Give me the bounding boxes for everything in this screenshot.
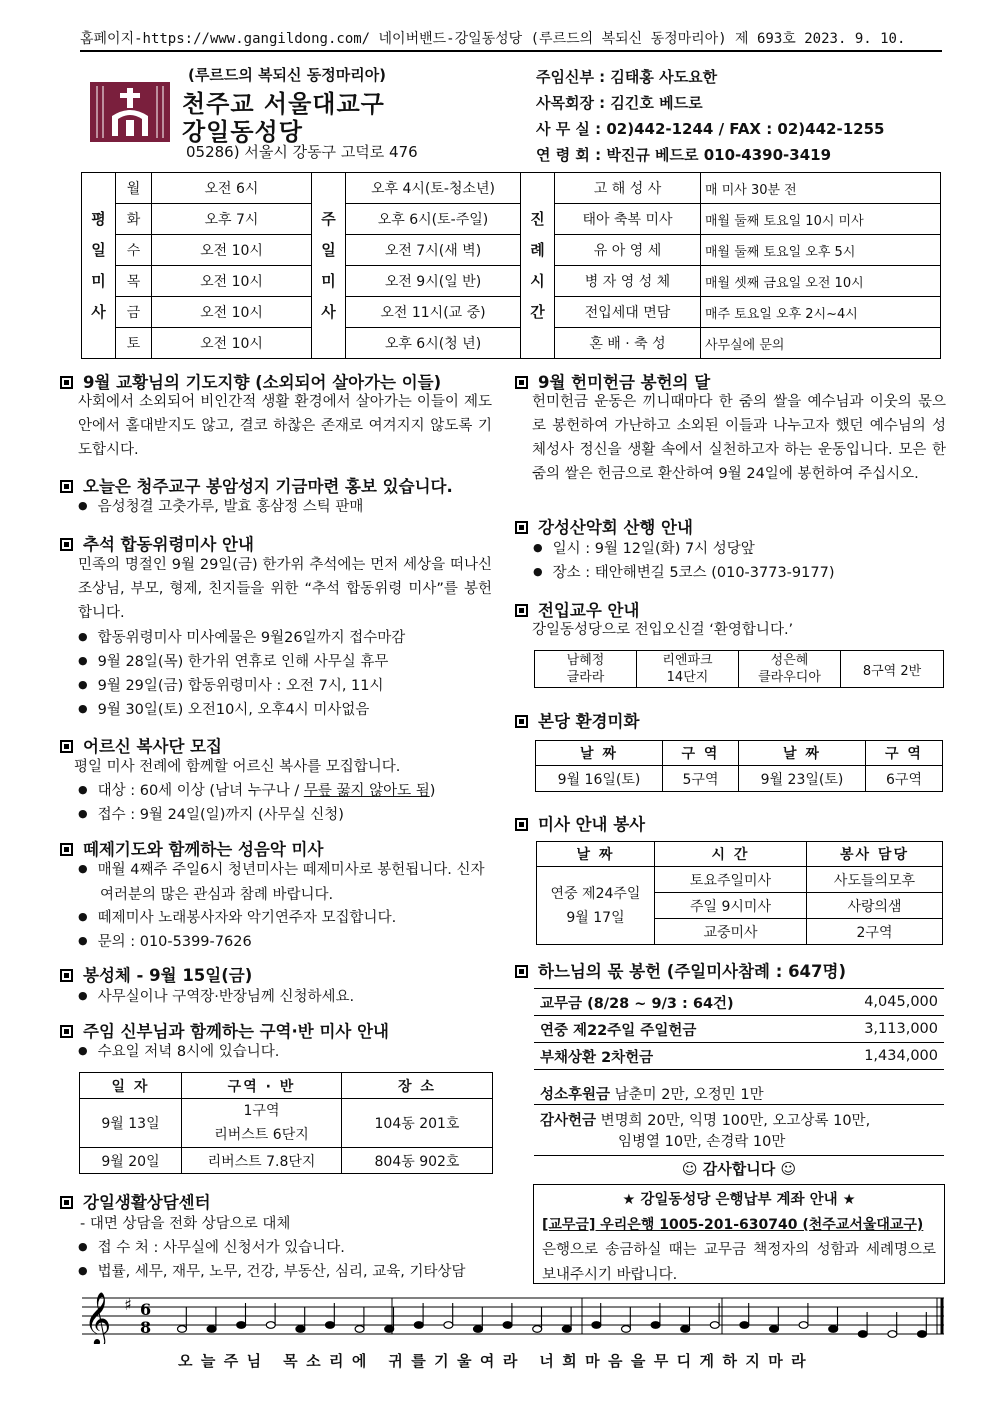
table-cell: 2구역: [807, 919, 943, 945]
note-head: [592, 1322, 601, 1329]
note-head: [207, 1326, 216, 1333]
hiking-bullet: ● 장소 : 태안해변길 5코스 (010-3773-9177): [533, 561, 834, 586]
district-mass-heading: 주임 신부님과 함께하는 구역·반 미사 안내: [60, 1018, 389, 1042]
thanks-line: 감사헌금 변명희 20만, 익명 100만, 오고상록 10만,: [540, 1113, 871, 1129]
servers-body: 평일 미사 전례에 함께할 어르신 복사를 모집합니다.: [74, 759, 401, 775]
section-square-icon: [60, 538, 73, 551]
thanks-footer: ☺ 감사합니다 ☺: [681, 1160, 797, 1178]
table-header: 일 자: [80, 1073, 182, 1099]
sacrament-note: 매월 셋째 금요일 오전 10시: [701, 266, 941, 297]
section-square-icon: [515, 715, 528, 728]
table-cell: 8구역 2반: [841, 651, 944, 688]
sacrament-name: 유 아 영 세: [555, 235, 701, 266]
day-cell: 토: [116, 328, 152, 359]
bank-title: ★ 강일동성당 은행납부 계좌 안내 ★: [622, 1192, 856, 1208]
offering-label: 연중 제22주일 주일헌금: [540, 1022, 697, 1039]
sacrament-name: 태아 축복 미사: [555, 204, 701, 235]
song-lyrics: 오늘주님 목소리에 귀를기울여라 너희마음을무디게하지마라: [178, 1352, 815, 1370]
offering-divider: [534, 1104, 944, 1105]
note-head: [474, 1326, 483, 1333]
parish-name: 강일동성당: [182, 118, 303, 146]
table-cell: 남혜정 글라라: [535, 651, 637, 688]
chuseok-bullet: ● 합동위령미사 미사예물은 9월26일까지 접수마감: [78, 626, 405, 651]
district-mass-table: [79, 1072, 493, 1174]
offering-amount: 4,045,000: [864, 994, 938, 1010]
bank-account-box: [533, 1184, 945, 1284]
table-cell: 9월 20일: [80, 1148, 182, 1174]
day-cell: 금: [116, 297, 152, 328]
office-info: 사 무 실 : 02)442-1244 / FAX : 02)442-1255: [536, 120, 885, 138]
offering-amount: 3,113,000: [864, 1021, 938, 1037]
section-square-icon: [60, 1025, 73, 1038]
section-square-icon: [515, 376, 528, 389]
offering-label: 교무금 (8/28 ~ 9/3 : 64건): [540, 995, 734, 1012]
time-signature-bottom: 8: [140, 1318, 152, 1337]
note-head: [888, 1331, 897, 1338]
table-header: 날 짜: [739, 741, 866, 766]
sunday-time: 오전 7시(새 벽): [346, 235, 521, 266]
note-head: [829, 1326, 838, 1333]
council-info: 사목회장 : 김긴호 베드로: [536, 94, 703, 112]
bongseong-heading: 봉성체 - 9월 15일(금): [60, 962, 252, 986]
day-cell: 수: [116, 235, 152, 266]
district-mass-bullet: ● 수요일 저녁 8시에 있습니다.: [78, 1040, 279, 1065]
section-square-icon: [60, 480, 73, 493]
table-cell: 사랑의샘: [807, 893, 943, 919]
promo-heading: 오늘은 청주교구 봉암성지 기금마련 홍보 있습니다.: [60, 473, 453, 497]
note-head: [237, 1322, 246, 1329]
newcomers-table: [534, 650, 944, 688]
promo-bullet: ● 음성청결 고춧가루, 발효 홍삼정 스틱 판매: [78, 495, 363, 520]
rice-heading: 9월 헌미헌금 봉헌의 달: [515, 369, 710, 393]
sunday-time: 오전 11시(교 중): [346, 297, 521, 328]
offering-amount: 1,434,000: [864, 1048, 938, 1064]
table-cell: 교중미사: [655, 919, 807, 945]
note-head: [296, 1326, 305, 1333]
table-header: 구 역: [866, 741, 943, 766]
sacrament-name: 전입세대 면담: [555, 297, 701, 328]
chuseok-bullet: ● 9월 30일(토) 오전10시, 오후4시 미사없음: [78, 698, 369, 723]
sunday-mass-label: 주 일 미 사: [312, 173, 346, 359]
sponsor-line: 성소후원금 남춘미 2만, 오정민 1만: [540, 1087, 764, 1103]
mass-schedule-table: [81, 172, 941, 359]
sacrament-note: 사무실에 문의: [701, 328, 941, 359]
note-head: [178, 1326, 187, 1333]
note-head: [533, 1326, 542, 1333]
weekday-mass-label: 평 일 미 사: [82, 173, 116, 359]
counseling-bullet: ● 접 수 처 : 사무실에 신청서가 있습니다.: [78, 1236, 345, 1261]
taize-bullet: ● 매월 4째주 주일6시 청년미사는 떼제미사로 봉헌됩니다. 신자 여러분의 많은 관심과 참례 바랍니다.: [78, 858, 492, 907]
pope-intention-body: 사회에서 소외되어 비인간적 생활 환경에서 살아가는 이들이 제도 안에서 홀대받지도 않고, 결코 하찮은 존재로 여겨지지 않도록 기도합시다.: [78, 394, 492, 458]
table-cell: 5구역: [663, 766, 739, 792]
day-cell: 목: [116, 266, 152, 297]
note-head: [444, 1322, 453, 1329]
note-head: [622, 1326, 631, 1333]
pope-intention-heading: 9월 교황님의 기도지향 (소외되어 살아가는 이들): [60, 369, 441, 393]
time-signature-top: 6: [140, 1300, 152, 1319]
table-header: 구 역: [663, 741, 739, 766]
section-square-icon: [60, 843, 73, 856]
taize-heading: 떼제기도와 함께하는 성음악 미사: [60, 836, 323, 860]
offering-heading: 하느님의 몫 봉헌 (주일미사참례 : 647명): [515, 958, 846, 982]
weekday-time: 오전 10시: [152, 328, 312, 359]
parish-address: 05286) 서울시 강동구 고덕로 476: [186, 143, 418, 161]
sunday-time: 오후 6시(토-주일): [346, 204, 521, 235]
guide-heading: 미사 안내 봉사: [515, 811, 645, 835]
offering-table: [534, 988, 944, 1070]
guide-table: [536, 841, 943, 945]
note-head: [770, 1326, 779, 1333]
counseling-heading: 강일생활상담센터: [60, 1189, 211, 1213]
bank-account: [교무금] 우리은행 1005-201-630740 (천주교서울대교구): [542, 1217, 924, 1233]
table-cell: 연중 제24주일 9월 17일: [537, 867, 655, 945]
weekday-time: 오전 10시: [152, 297, 312, 328]
chuseok-bullet: ● 9월 28일(목) 한가위 연휴로 인해 사무실 휴무: [78, 650, 388, 675]
newcomers-body: 강일동성당으로 전입오신걸 ‘환영합니다.’: [532, 622, 794, 638]
servers-bullet: ● 대상 : 60세 이상 (남녀 누구나 / 무릎 꿇지 않아도 됨): [78, 779, 435, 804]
note-head: [651, 1322, 660, 1329]
note-head: [326, 1322, 335, 1329]
table-cell: 104동 201호: [342, 1099, 493, 1148]
notes-group: [178, 1303, 927, 1337]
note-head: [858, 1331, 867, 1338]
day-cell: 월: [116, 173, 152, 204]
offering-divider: [534, 1155, 944, 1156]
table-cell: 토요주일미사: [655, 867, 807, 893]
servers-bullet: ● 접수 : 9월 24일(일)까지 (사무실 신청): [78, 803, 344, 828]
section-square-icon: [515, 965, 528, 978]
note-head: [740, 1322, 749, 1329]
table-cell: 804동 902호: [342, 1148, 493, 1174]
weekday-time: 오전 6시: [152, 173, 312, 204]
sacrament-note: 매월 둘째 토요일 오후 5시: [701, 235, 941, 266]
chuseok-body: 민족의 명절인 9월 29일(금) 한가위 추석에는 먼저 세상을 떠나신 조상님, 부모, 형제, 친지들을 위한 “추석 합동위령 미사”를 봉헌합니다.: [78, 557, 492, 621]
section-square-icon: [60, 740, 73, 753]
rice-body: 헌미헌금 운동은 끼니때마다 한 줌의 쌀을 예수님과 이웃의 몫으로 봉헌하여 가난하고 소외된 이들과 나누고자 했던 예수님의 성체성사 정신을 생활 속에서 실천하고자 하는 운동입니다. 모은 한줌의 쌀은 헌금으로 환산하여 9월 24일에 봉헌하여 주십시오.: [532, 394, 946, 482]
sharp-icon: ♯: [124, 1295, 132, 1314]
table-cell: 리버스트 7.8단지: [182, 1148, 342, 1174]
table-header: 날 짜: [537, 842, 655, 867]
issue-line: 홈페이지-https://www.gangildong.com/ 네이버밴드-강일동성당 (루르드의 복되신 동정마리아) 제 693호 2023. 9. 10.: [80, 31, 906, 47]
sacrament-name: 병 자 영 성 체: [555, 266, 701, 297]
sunday-time: 오후 6시(청 년): [346, 328, 521, 359]
taize-bullet: ● 문의 : 010-5399-7626: [78, 930, 252, 955]
note-head: [355, 1326, 364, 1333]
weekday-time: 오후 7시: [152, 204, 312, 235]
chuseok-bullet: ● 9월 29일(금) 합동위령미사 : 오전 7시, 11시: [78, 674, 384, 699]
note-head: [414, 1322, 423, 1329]
table-cell: 9월 23일(토): [739, 766, 866, 792]
parish-logo: [90, 82, 170, 142]
section-square-icon: [515, 818, 528, 831]
note-head: [503, 1322, 512, 1329]
sacrament-name: 혼 배 · 축 성: [555, 328, 701, 359]
treble-clef-icon: 𝄞: [84, 1291, 112, 1344]
table-cell: 성은혜 클라우디아: [739, 651, 841, 688]
section-square-icon: [60, 1196, 73, 1209]
diocese-name: 천주교 서울대교구: [182, 90, 385, 118]
section-square-icon: [60, 969, 73, 982]
newcomers-heading: 전입교우 안내: [515, 597, 639, 621]
day-cell: 화: [116, 204, 152, 235]
section-square-icon: [515, 604, 528, 617]
association-info: 연 령 회 : 박진규 베드로 010-4390-3419: [536, 146, 832, 164]
weekday-time: 오전 10시: [152, 235, 312, 266]
table-cell: 9월 16일(토): [536, 766, 663, 792]
cleaning-table: [535, 740, 943, 792]
sacrament-note: 매주 토요일 오후 2시~4시: [701, 297, 941, 328]
section-square-icon: [60, 376, 73, 389]
parish-patron: (루르드의 복되신 동정마리아): [188, 66, 387, 84]
header-rule: [80, 50, 942, 52]
sunday-time: 오전 9시(일 반): [346, 266, 521, 297]
table-cell: 사도들의모후: [807, 867, 943, 893]
sacrament-label: 진 례 시 간: [521, 173, 555, 359]
note-head: [562, 1326, 571, 1333]
note-head: [918, 1331, 927, 1338]
sunday-time: 오후 4시(토-청소년): [346, 173, 521, 204]
table-header: 날 짜: [536, 741, 663, 766]
bank-body: 은행으로 송금하실 때는 교무금 책정자의 성함과 세례명으로 보내주시기 바랍니다.: [542, 1242, 936, 1283]
section-square-icon: [515, 521, 528, 534]
table-cell: 6구역: [866, 766, 943, 792]
table-header: 구역 · 반: [182, 1073, 342, 1099]
note-head: [710, 1322, 719, 1329]
note-head: [799, 1322, 808, 1329]
table-header: 시 간: [655, 842, 807, 867]
table-header: 장 소: [342, 1073, 493, 1099]
counseling-bullet: ● 법률, 세무, 재무, 노무, 건강, 부동산, 심리, 교육, 기타상담: [78, 1260, 466, 1285]
offering-label: 부채상환 2차헌금: [540, 1049, 654, 1066]
table-cell: 9월 13일: [80, 1099, 182, 1148]
sacrament-name: 고 해 성 사: [555, 173, 701, 204]
taize-bullet: ● 떼제미사 노래봉사자와 악기연주자 모집합니다.: [78, 906, 396, 931]
servers-heading: 어르신 복사단 모집: [60, 733, 222, 757]
sacrament-note: 매월 둘째 토요일 10시 미사: [701, 204, 941, 235]
chuseok-heading: 추석 합동위령미사 안내: [60, 531, 254, 555]
table-cell: 주일 9시미사: [655, 893, 807, 919]
note-head: [266, 1322, 275, 1329]
note-head: [681, 1326, 690, 1333]
table-cell: 리엔파크 14단지: [637, 651, 739, 688]
thanks-line-2: 임병열 10만, 손경락 10만: [618, 1134, 786, 1150]
table-header: 봉사 담당: [807, 842, 943, 867]
pastor-info: 주임신부 : 김태홍 사도요한: [536, 68, 718, 86]
hiking-bullet: ● 일시 : 9월 12일(화) 7시 성당앞: [533, 537, 755, 562]
counseling-line: - 대면 상담을 전화 상담으로 대체: [80, 1216, 291, 1232]
bongseong-bullet: ● 사무실이나 구역장·반장님께 신청하세요.: [78, 985, 354, 1010]
sacrament-note: 매 미사 30분 전: [701, 173, 941, 204]
note-head: [385, 1326, 394, 1333]
weekday-time: 오전 10시: [152, 266, 312, 297]
music-staff: [82, 1288, 944, 1344]
cleaning-heading: 본당 환경미화: [515, 708, 639, 732]
table-cell: 1구역 리버스트 6단지: [182, 1099, 342, 1148]
hiking-heading: 강성산악회 산행 안내: [515, 514, 693, 538]
